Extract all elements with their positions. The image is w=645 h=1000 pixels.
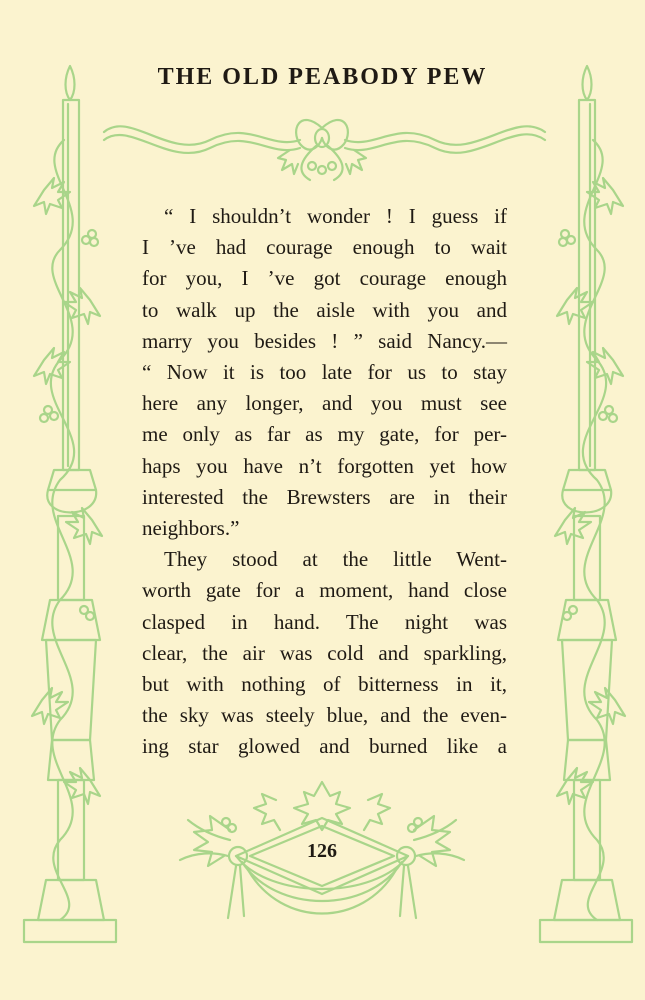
text-line: for you, I ’ve got courage enough [142,266,507,291]
text-line: here any longer, and you must see [142,391,507,416]
text-line: ing star glowed and burned like a [142,734,507,759]
text-line: They stood at the little Went- [164,547,507,572]
text-line: clasped in hand. The night was [142,609,507,634]
body-text [142,201,507,763]
paragraph [142,201,507,544]
running-head: THE OLD PEABODY PEW [157,64,488,90]
text-line: interested the Brewsters are in their [142,484,507,509]
text-line: me only as far as my gate, for per- [142,422,507,447]
right-candlestick-icon [540,66,632,942]
text-line: but with nothing of bitterness in it, [142,672,507,697]
text-line: “ I shouldn’t wonder ! I guess if [164,204,507,228]
text-line: “ Now it is too late for us to stay [142,360,507,385]
page-number: 126 [307,840,337,862]
paragraph [142,544,507,762]
text-line: worth gate for a moment, hand close [142,578,507,603]
text-line: clear, the air was cold and sparkling, [142,640,507,665]
left-candlestick-icon [24,66,116,942]
text-line: marry you besides ! ” said Nancy.— [142,328,507,353]
text-line: the sky was steely blue, and the even- [142,703,507,728]
text-line: to walk up the aisle with you and [142,297,507,322]
ribbon-bow-garland-icon [104,120,545,180]
text-line: neighbors.” [142,516,240,541]
text-line: I ’ve had courage enough to wait [142,235,507,260]
text-line: haps you have n’t forgotten yet how [142,453,507,478]
